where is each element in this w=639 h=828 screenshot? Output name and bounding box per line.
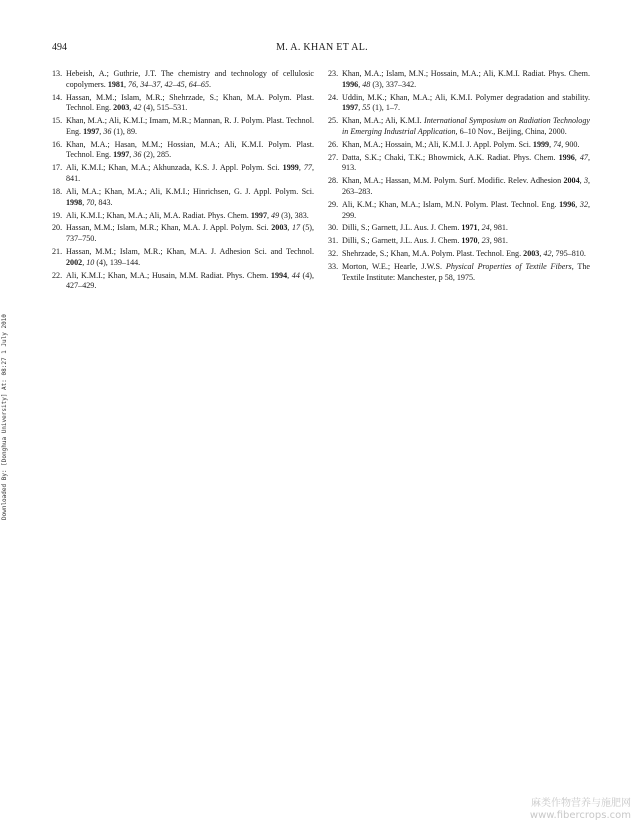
reference-text: Shehrzade, S.; Khan, M.A. Polym. Plast. Technol. Eng. 2003, 42, 795–810. [342,249,586,259]
reference-number: 27. [328,152,339,162]
reference-item [328,153,590,174]
reference-text: Uddin, M.K.; Khan, M.A.; Ali, K.M.I. Polymer degradation and stability. 1997, 55 (1), 1–7. [342,92,590,113]
reference-text: Ali, K.M.I.; Khan, M.A.; Husain, M.M. Radiat. Phys. Chem. 1994, 44 (4), 427–429. [66,270,315,291]
reference-number: 15. [52,116,63,126]
reference-number: 26. [328,139,339,149]
reference-text: Hassan, M.M.; Islam, M.R.; Khan, M.A. J. Appl. Polym. Sci. 2003, 17 (5), 737–750. [66,223,315,244]
page-number: 494 [52,42,67,53]
reference-number: 28. [328,176,339,186]
reference-number: 25. [328,116,339,126]
reference-text: Khan, M.A.; Hossain, M.; Ali, K.M.I. J. Appl. Polym. Sci. 1999, 74, 900. [342,139,580,149]
reference-item [328,140,590,151]
reference-text: Hassan, M.M.; Islam, M.R.; Shehrzade, S.; Khan, M.A. Polym. Plast. Technol. Eng. 2003, 42 (4), 515–531. [66,92,314,113]
reference-number: 19. [52,210,63,220]
reference-text: Khan, M.A.; Islam, M.N.; Hossain, M.A.; Ali, K.M.I. Radiat. Phys. Chem. 1996, 48 (3), 337–342. [342,69,590,89]
reference-item [328,116,590,137]
reference-item [52,116,314,137]
reference-text: Ali, K.M.I.; Khan, M.A.; Ali, M.A. Radiat. Phys. Chem. 1997, 49 (3), 383. [66,210,309,220]
reference-text: Dilli, S.; Garnett, J.L. Aus. J. Chem. 1970, 23, 981. [342,236,508,246]
reference-item [52,93,314,114]
reference-text: Khan, M.A.; Hassan, M.M. Polym. Surf. Modific. Relev. Adhesion 2004, 3, 263–283. [342,176,591,196]
reference-text: Khan, M.A.; Hasan, M.M.; Hossian, M.A.; Ali, K.M.I. Polym. Plast. Technol. Eng. 1997, 36 (2), 285. [66,139,314,160]
reference-text: Hassan, M.M.; Islam, M.R.; Khan, M.A. J. Adhesion Sci. and Technol. 2002, 10 (4), 139–144. [66,247,314,267]
reference-text: Khan, M.A.; Ali, K.M.I. International Symposium on Radiation Technology in Emerging Industrial Application, 6–10 Nov., Beijing, China, 2000. [342,116,590,136]
reference-item [52,271,314,292]
site-watermark-chinese: 麻类作物营养与施肥网 [531,798,631,809]
reference-number: 24. [328,92,339,102]
reference-number: 23. [328,69,339,78]
page-header [52,42,592,56]
reference-number: 31. [328,236,339,246]
reference-item [52,163,314,184]
site-watermark [530,798,631,822]
reference-item [52,140,314,161]
references-left-column [52,69,314,294]
reference-text: Dilli, S.; Garnett, J.L. Aus. J. Chem. 1971, 24, 981. [342,223,508,233]
reference-item [328,69,590,90]
reference-item [328,223,590,234]
reference-number: 32. [328,249,339,259]
reference-item [52,69,314,90]
reference-text: Khan, M.A.; Ali, K.M.I.; Imam, M.R.; Mannan, R. J. Polym. Plast. Technol. Eng. 1997, 36 (1), 89. [66,116,314,136]
download-watermark [1,300,13,520]
reference-number: 14. [52,92,63,102]
reference-number: 29. [328,199,339,209]
reference-number: 18. [52,186,63,196]
reference-item [328,236,590,247]
reference-text: Morton, W.E.; Hearle, J.W.S. Physical Properties of Textile Fibers, The Textile Institute: Manchester, p 58, 1975. [342,262,590,282]
site-watermark-url: www.fibercrops.com [529,810,631,821]
running-head: M. A. KHAN ET AL. [276,42,368,53]
reference-item [328,249,590,260]
references-right-column [328,69,590,286]
reference-item [52,223,314,244]
reference-number: 33. [328,262,339,272]
reference-item [328,93,590,114]
reference-item [328,262,590,283]
reference-number: 17. [52,163,63,173]
reference-text: Ali, M.A.; Khan, M.A.; Ali, K.M.I.; Hinrichsen, G. J. Appl. Polym. Sci. 1998, 70, 843. [66,186,314,207]
reference-text: Datta, S.K.; Chaki, T.K.; Bhowmick, A.K. Radiat. Phys. Chem. 1996, 47, 913. [342,152,590,173]
download-watermark-text: Downloaded By: [Donghua University] At: 08:27 1 July 2010 [1,314,8,520]
reference-text: Ali, K.M.; Khan, M.A.; Islam, M.N. Polym. Plast. Technol. Eng. 1996, 32, 299. [342,199,591,220]
reference-number: 21. [52,247,63,257]
reference-text: Ali, K.M.I.; Khan, M.A.; Akhunzada, K.S. J. Appl. Polym. Sci. 1999, 77, 841. [66,163,314,184]
reference-number: 20. [52,223,63,233]
reference-item [52,247,314,268]
reference-item [52,211,314,222]
reference-number: 22. [52,270,63,280]
reference-number: 13. [52,69,63,78]
reference-text: Hebeish, A.; Guthrie, J.T. The chemistry and technology of cellulosic copolymers. 1981, 76, 34–37, 42–45, 64–65. [66,69,314,89]
reference-number: 30. [328,223,339,233]
reference-item [52,187,314,208]
reference-number: 16. [52,139,63,149]
reference-item [328,200,590,221]
reference-item [328,176,590,197]
